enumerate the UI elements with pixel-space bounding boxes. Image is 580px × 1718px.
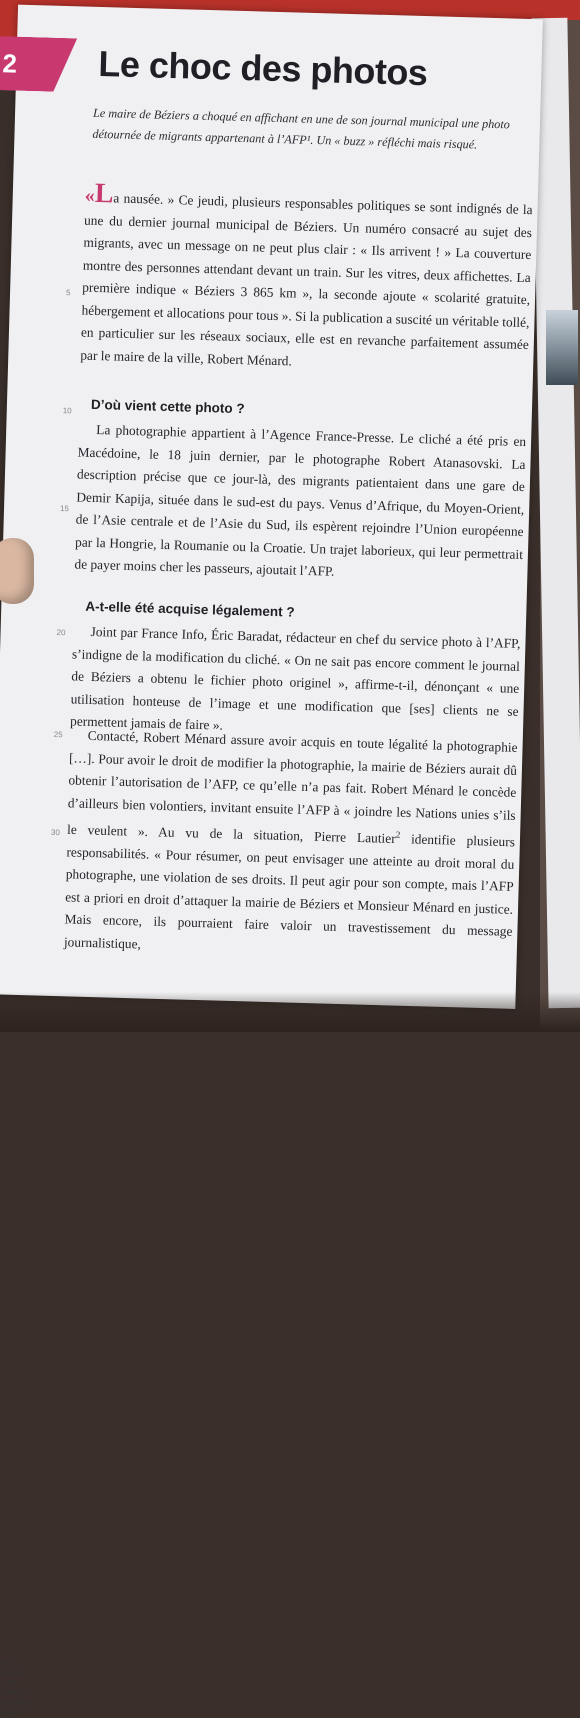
quote-mark: « [84,184,96,207]
last-paragraph: Contacté, Robert Ménard assure avoir acquis en toute légalité la photographie […]. Pour avoir le droit de modifier la photographie, la mairie de Béziers aurait dû obtenir l’autorisation de l’AFP, ce qu’elle n’a pas fait. Robert Ménard le concède d’ailleurs bien volontiers, invitant ensuite l’AFP à « joindre les Nations unies s’ils le veulent ». Au vu de la situation, Pierre Lautier$^2$ identifie plusieurs responsabilités. « Pour résumer, on peut envisager une atteinte au droit moral du photographe, une violation de ses droits. Il peut agir pour son compte, mais l’AFP est a priori en droit d’attaquer la mairie de Béziers et Monsieur Ménard en justice. Mais encore, ils pourraient faire valoir un travestissement du message journalistique, [63,727,518,952]
section-paragraph: Joint par France Info, Éric Baradat, rédacteur en chef du service photo à l’AFP, s’indigne de la modification du cliché. « On ne sait pas encore comment le journal de Béziers a obtenu le fichier photo originel », affirme-t-il, dénonçant « une utilisation honteuse de l’image et une modification que [ses] clients ne se permettent jamais de faire ». [69,623,521,733]
dropcap: L [94,177,114,210]
line-number: 15 [59,504,70,514]
page-title: Le choc des photos [97,42,428,94]
intro-text: a nausée. » Ce jeudi, plusieurs responsables politiques se sont indignés de la une du dernier journal municipal de Béziers. Un numéro consacré au sujet des migrants, avec un message on ne peut plus clair : « Ils arrivent ! » La couverture montre des personnes attendant devant un train. Sur les vitres, deux affichettes. La première indique « Béziers 3 865 km », la seconde ajoute « scolarité gratuite, hébergement et allocations pour tous ». Si la publication a suscité un véritable tollé, en particulier sur les réseaux sociaux, elle est en revanche parfaitement assumée par le maire de la ville, Robert Ménard. [80,190,533,368]
line-number: 10 [62,406,72,416]
section-paragraph: La photographie appartient à l’Agence France-Presse. Le cliché a été pris en Macédoine, le 18 juin dernier, par le photographe Robert Atanasovski. La description précise que ce jour-là, des migrants patientaient dans une gare de Demir Kapija, située dans le sud-est du pays. Venus d’Afrique, du Moyen-Orient, de l’Asie centrale et de l’Asie du Sud, ils espèrent rejoindre l’Union européenne par la Hongrie, la Roumanie ou la Croatie. Un trajet laborieux, qui leur permettrait de payer moins cher les passeurs, ajoutait l’AFP. [74,422,527,579]
book-page [0,5,543,1009]
thumb [0,538,34,604]
section-heading: D’où vient cette photo ? [90,396,245,417]
chapter-number: 2 [2,48,18,79]
line-number: 20 [56,627,66,638]
line-number: 25 [53,729,63,740]
lead-paragraph: Le maire de Béziers a choqué en affichant en une de son journal municipal une photo détournée de migrants appartenant à l’AFP¹. Un « buzz » réfléchi mais risqué. [92,105,511,152]
line-number: 30 [50,827,61,838]
footnote-marker: 2 [395,829,401,840]
bottom-shadow [0,992,580,1032]
section-heading: A-t-elle été acquise légalement ? [85,598,295,620]
previous-page-text: ce tée en ir la mation. ste de la uelle. [1,1658,32,1717]
line-number: 5 [65,288,71,298]
intro-paragraph [80,177,533,379]
next-page-photo [546,310,578,385]
